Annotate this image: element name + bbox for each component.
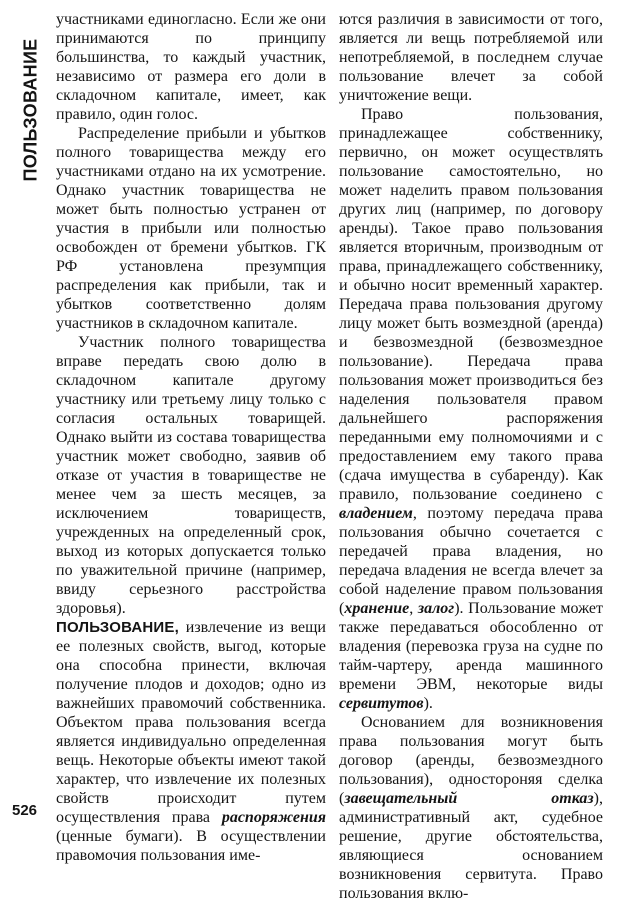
cross-reference[interactable]: распоряжения [221, 809, 326, 826]
paragraph: Распределение прибыли и убытков полного товарищества между его участниками отдано на их усмотрение. Однако участник товарищества не может быть полностью устранен от участия в прибыли или полностью освобожден от бремени убытков. ГК РФ установлена презумпция распределения как прибыли, так и убытков соответственно долям участников в складочном капитале. [56, 125, 326, 332]
paragraph: Участник полного товарищества вправе передать свою долю в складочном капитале другому участнику или третьему лицу только с согласия остальных товарищей. Однако выйти из состава товарищества участник может свободно, заявив об отказе от участия в товариществе не менее чем за шесть месяцев, за исключением товариществ, учрежденных на определенный срок, выход из которых допускается только по уважительной причине (например, ввиду серьезного расстройства здоровья). [56, 334, 326, 617]
paragraph-text: ). Пользование может также передаваться обособленно от владения (перевозка груза на судне по тайм-чартеру, аренда машинного времени ЭВМ, некоторые виды [339, 600, 603, 693]
left-column [56, 10, 326, 865]
paragraph-text: Право пользования, принадлежащее собственнику, первично, он может осуществлять пользование самостоятельно, но может наделить правом пользования других лиц (например, по договору аренды). Такое право пользования является вторичным, производным от права, принадлежащего собственнику, и обычно носит временный характер. Передача права пользования другому лицу может быть возмездной (аренда) и безвозмездной (безвозмездное пользование). Передача права пользования может производиться без наделения пользователя правом дальнейшего распоряжения переданными ему полномочиями и с предоставлением ему такого права (сдача имущества в субаренду). Как правило, пользование соединено с [339, 106, 603, 503]
paragraph: участниками единогласно. Если же они принимаются по принципу большинства, то каждый участник, независимо от размера его доли в складочном капитале, имеет, как правило, один голос. [56, 11, 326, 123]
right-column [339, 10, 603, 903]
paragraph-text: , поэтому передача права пользования обычно сочетается с передачей права владения, но передача владения не всегда влечет за собой наделение правом пользования ( [339, 505, 603, 617]
entry-text: извлечение из вещи ее полезных свойств, выгод, которые она способна принести, включая получение плодов и доходов; одно из важнейших правомочий собственника. Объектом права пользования всегда является индивидуально определенная вещь. Некоторые объекты имеют такой характер, что извлечение их полезных свойств происходит путем осуществления права [56, 619, 326, 826]
paragraph [339, 713, 603, 903]
paragraph: ются различия в зависимости от того, является ли вещь потребляемой или непотребляемой, в последнем случае пользование влечет за собой уничтожение вещи. [339, 11, 603, 104]
cross-reference[interactable]: сервитутов [339, 695, 424, 712]
section-title: ПОЛЬЗОВАНИЕ [20, 38, 41, 182]
cross-reference[interactable]: завещательный отказ [344, 790, 594, 807]
dictionary-entry [56, 618, 326, 865]
paragraph [339, 105, 603, 713]
cross-reference[interactable]: залог [417, 600, 455, 617]
paragraph-text: Основанием для возникновения права пользования могут быть договор (аренды, безвозмездного пользования), одностороняя сделка ( [339, 714, 603, 807]
paragraph-text: , [409, 600, 418, 617]
paragraph-text: ). [423, 695, 433, 712]
cross-reference[interactable]: хранение [344, 600, 410, 617]
cross-reference[interactable]: владением [339, 505, 413, 522]
entry-term: ПОЛЬЗОВАНИЕ, [56, 619, 179, 636]
paragraph-text: ), административный акт, судебное решение, другие обстоятельства, являющиеся основанием возникновения сервитута. Право пользования вклю- [339, 790, 603, 902]
section-header [18, 10, 44, 210]
entry-text: (ценные бумаги). В осуществлении правомочия пользования име- [56, 828, 326, 864]
page-number: 526 [12, 802, 38, 819]
